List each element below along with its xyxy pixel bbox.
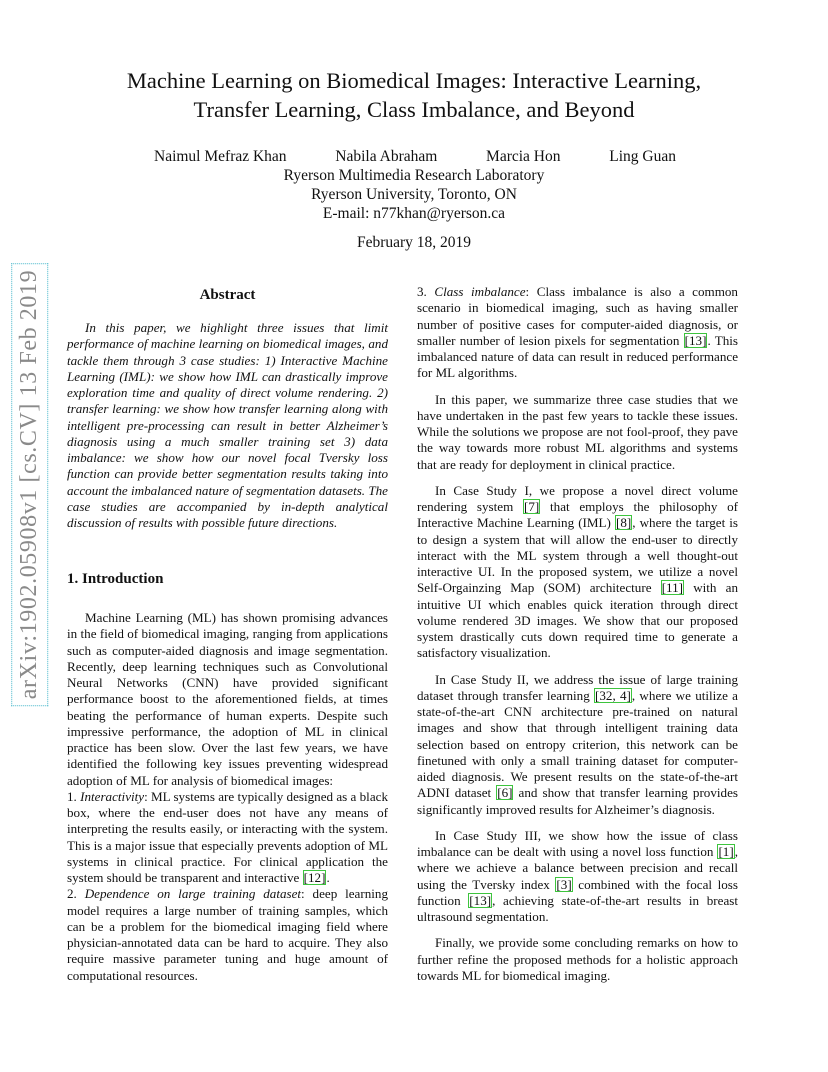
issue-item-interactivity xyxy=(67,789,388,887)
section-heading-introduction: 1. Introduction xyxy=(67,571,164,587)
abstract-heading: Abstract xyxy=(199,287,256,303)
intro-paragraph-2: In this paper, we summarize three case studies that we have undertaken in the past few years to tackle these issues. While the solutions we propose are not fool-proof, they pave the way towards more robust ML algorithms and systems that are ready for deployment in clinical practice. xyxy=(417,391,738,472)
item-text-end: . xyxy=(326,870,330,885)
item-label: Class imbalance xyxy=(434,284,526,299)
author-name: Naimul Mefraz Khan xyxy=(154,148,287,165)
item-number: 3. xyxy=(417,284,427,299)
intro-paragraph-conclusion: Finally, we provide some concluding remarks on how to further refine the proposed methods for a holistic approach towards ML for biomedical imaging. xyxy=(417,935,738,983)
author-name: Ling Guan xyxy=(609,148,676,165)
paragraph-text: , achieving state-of-the-art results in breast ultrasound segmentation. xyxy=(417,892,738,924)
paragraph-text: In Case Study II, we address the issue of large training dataset through transfer learning xyxy=(417,671,738,703)
affiliation-block xyxy=(80,166,748,223)
paragraph-text: and show that transfer learning provides significantly improved results for Alzheimer’s diagnosis. xyxy=(417,785,738,817)
citation-link[interactable]: [8] xyxy=(615,515,632,531)
introduction-left-column xyxy=(67,610,388,984)
item-text: : ML systems are typically designed as a black box, where the end-user does not have any means of interpreting the results easily, or interacting with the system. This is a major issue that especially prevents adoption of ML systems in clinical practice. For clinical application the system should be transparent and interactive xyxy=(67,788,388,885)
item-label: Dependence on large training dataset xyxy=(84,886,302,902)
citation-link[interactable]: [13] xyxy=(684,332,707,348)
university-name: Ryerson University, Toronto, ON xyxy=(311,186,517,203)
intro-paragraph-case-study-1 xyxy=(417,483,738,662)
paper-date: February 18, 2019 xyxy=(356,234,472,251)
paragraph-text: combined with the focal loss function xyxy=(417,876,738,908)
citation-link[interactable]: [3] xyxy=(556,876,572,892)
citation-link[interactable]: [7] xyxy=(524,499,540,514)
paragraph-text: , where the target is to design a system that will allow the end-user to directly interact with the ML system through a well thought-out interactive UI. In the proposed system, we utilize a novel Self-Orgainzing Map (SOM) architecture xyxy=(417,515,739,596)
paragraph-text: In Case Study III, we show how the issue of class imbalance can be dealt with using a novel loss function xyxy=(417,827,738,859)
contact-email: E-mail: n77khan@ryerson.ca xyxy=(322,205,506,222)
citation-link[interactable]: [32, 4] xyxy=(595,687,631,703)
citation-link[interactable]: [6] xyxy=(497,785,513,801)
paragraph-text: , where we achieve a balance between precision and recall using the Tversky index xyxy=(417,844,738,892)
citation-link[interactable]: [13] xyxy=(469,892,492,908)
issue-item-dataset xyxy=(67,886,388,984)
item-text: : Class imbalance is also a common scenario in biomedical imaging, such as having smaller number of positive cases for computer-aided diagnosis, or smaller number of lesion pixels for segmentation xyxy=(417,284,738,348)
paper-title xyxy=(80,66,748,124)
intro-paragraph-case-study-3 xyxy=(417,828,738,926)
author-name: Marcia Hon xyxy=(486,148,561,165)
author-name: Nabila Abraham xyxy=(335,148,438,165)
introduction-right-column xyxy=(417,284,739,994)
arxiv-sidebar xyxy=(10,258,50,710)
abstract-text: In this paper, we highlight three issues that limit performance of machine learning on biomedical images, and tackle them through 3 case studies: 1) Interactive Machine Learning (IML): we show how IML can drastically improve exploration time and quality of direct volume rendering. 2) transfer learning: we show how transfer learning along with intelligent pre-processing can result in better Alzheimer’s diagnosis using a much smaller training set 3) data imbalance: we show how our novel focal Tversky loss function can provide better segmentation results taking into account the imbalanced nature of segmentation datasets. The case studies are accompanied by in-depth analytical discussion of results with possible future directions. xyxy=(67,320,388,530)
paragraph-text: In Case Study I, we propose a novel direct volume rendering system xyxy=(417,482,738,514)
title-line-1: Machine Learning on Biomedical Images: Interactive Learning, xyxy=(126,68,702,93)
citation-link[interactable]: [12] xyxy=(303,870,326,885)
issue-item-class-imbalance xyxy=(417,284,738,382)
intro-paragraph-1: Machine Learning (ML) has shown promising advances in the field of biomedical imaging, ranging from applications such as computer-aided diagnosis and image segmentation. Recently, deep learning techniques such as Convolutional Neural Networks (CNN) have provided significant performance boost to the aforementioned fields, at times beating the performance of human experts. Despite such impressive performance, the adoption of ML in clinical practice has been slow. Over the last few years, we have identified the following key issues preventing widespread adoption of ML for analysis of biomedical images: xyxy=(67,610,388,788)
citation-link[interactable]: [1] xyxy=(718,844,734,859)
paragraph-text: , where we utilize a state-of-the-art CNN architecture pre-trained on natural images and show that through intelligent training data selection based on entropy criterion, this network can be finetuned with only a small training dataset for computer-aided diagnosis. We present results on the state-of-the-art ADNI dataset xyxy=(417,687,738,801)
lab-name: Ryerson Multimedia Research Laboratory xyxy=(283,167,545,184)
citation-link[interactable]: [11] xyxy=(661,580,684,596)
item-number: 2. xyxy=(67,886,77,902)
author-list xyxy=(120,148,710,166)
item-text: : deep learning model requires a large number of training samples, which can be a problem for the biomedical imaging field where physician-annotated data can be hard to acquire. They also require massive parameter tuning and huge amount of computational resources. xyxy=(67,886,388,983)
arxiv-identifier[interactable]: arXiv:1902.05908v1 [cs.CV] 13 Feb 2019 xyxy=(16,269,43,699)
item-text-end: . This imbalanced nature of data can result in reduced performance for ML algorithms. xyxy=(417,332,739,381)
intro-paragraph-case-study-2 xyxy=(417,672,738,818)
paragraph-text: that employs the philosophy of Interactive Machine Learning (IML) xyxy=(417,499,738,531)
item-number: 1. xyxy=(67,788,77,804)
item-label: Interactivity xyxy=(80,788,145,804)
title-line-2: Transfer Learning, Class Imbalance, and Beyond xyxy=(193,97,635,122)
paragraph-text: with an intuitive UI which enables quick iteration through direct volume rendered 3D images. We show that our proposed system drastically cuts down required time to generate a satisfactory visualization. xyxy=(417,580,739,661)
